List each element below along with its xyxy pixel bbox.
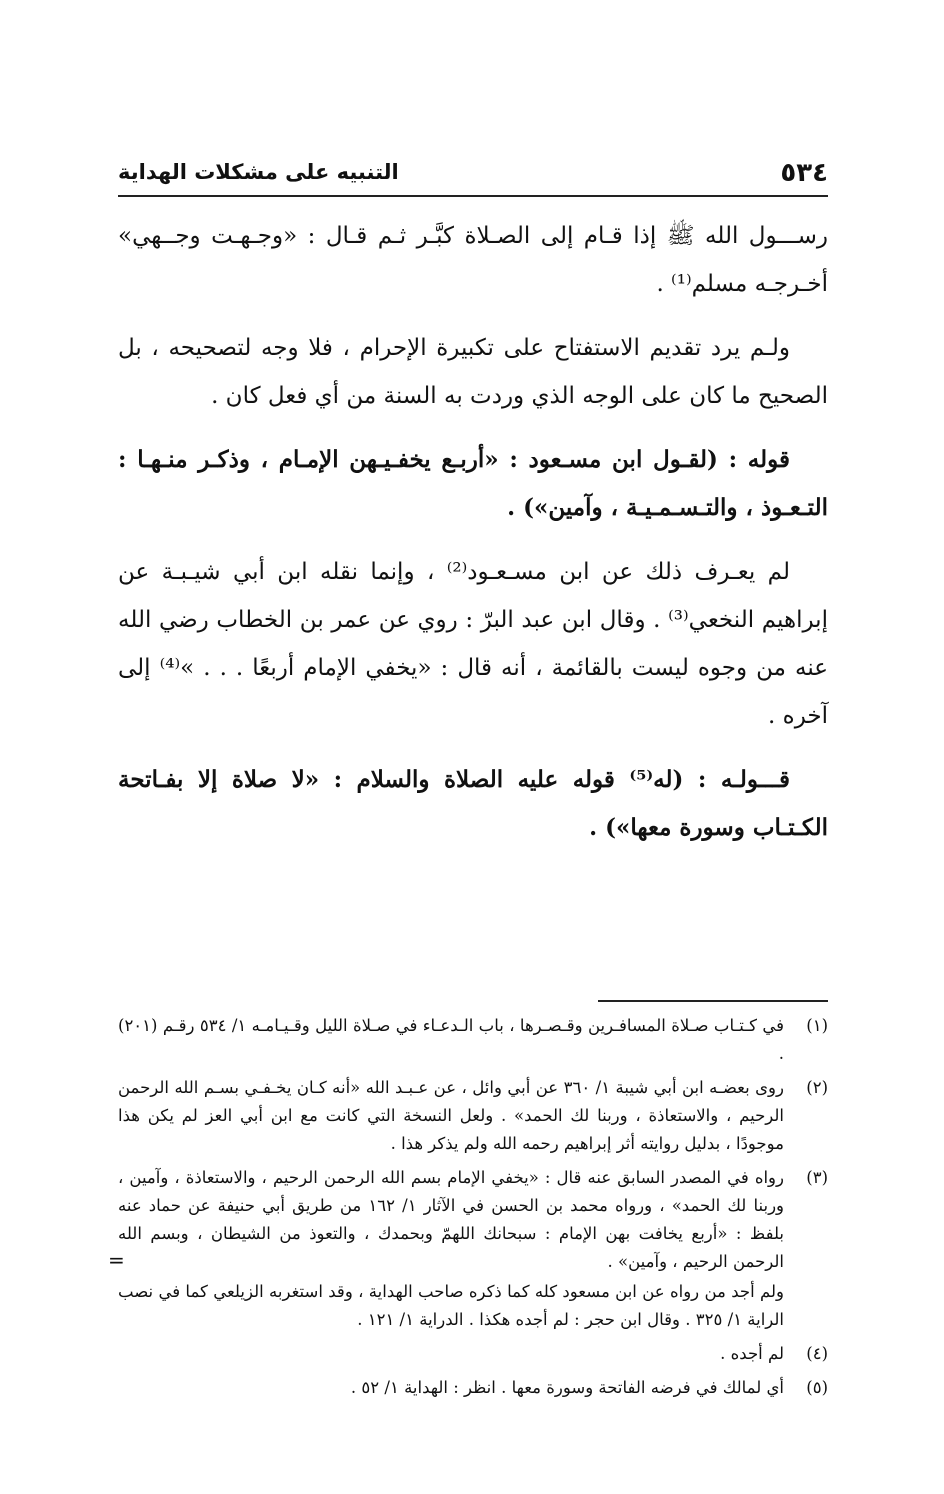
footnote-number: (٤) xyxy=(806,1344,828,1363)
footnote-5 xyxy=(118,1374,828,1402)
footnote-divider xyxy=(598,1000,828,1002)
paragraph-1: رســـول الله ﷺ إذا قـام إلى الصـلاة كبَّـر ثـم قـال : «وجـهـت وجــهي» أخـرجـه مسلم⁽¹⁾ . xyxy=(118,223,828,297)
footnote-text: لم أجده . xyxy=(720,1344,784,1363)
paragraph-4: لم يعـرف ذلك عن ابن مسـعـود⁽²⁾ ، وإنما نقله ابن أبي شيـبـة عن إبراهيم النخعي⁽³⁾ . وقال ابن عبد البرّ : روي عن عمر بن الخطاب رضي الله عنه من وجوه ليست بالقائمة ، أنه قال : «يخفي الإمام أربعًا . . . »⁽⁴⁾ إلى آخره . xyxy=(118,559,829,729)
page-header xyxy=(118,150,828,190)
footnote-4 xyxy=(118,1340,828,1368)
paragraph-3-quote: قوله : (لقـول ابن مسـعود : «أربـع يخفـيـهن الإمـام ، وذكـر منـهـا : التـعـوذ ، والتـسـمـيـة ، وآمين») . xyxy=(118,446,828,521)
paragraph-5-quote: قـــولـه : (له⁽⁵⁾ قوله عليه الصلاة والسلام : «لا صلاة إلا بفـاتحة الكـتـاب وسورة معها») . xyxy=(118,766,828,841)
header-divider xyxy=(118,195,828,197)
footnote-text: روى بعضـه ابن أبي شيبة ١/ ٣٦٠ عن أبي وائل ، عن عـبـد الله «أنه كـان يخـفـي بسـم الله الرحمن الرحيم ، والاستعاذة ، وربنا لك الحمد» . ولعل النسخة التي كانت مع ابن أبي العز لم يكن هذا موجودًا ، بدليل روايته أثر إبراهيم رحمه الله ولم يذكر هذا . xyxy=(118,1078,784,1153)
footnote-text: أي لمالك في فرضه الفاتحة وسورة معها . انظر : الهداية ١/ ٥٢ . xyxy=(350,1378,784,1397)
page-number: ٥٣٤ xyxy=(780,158,828,188)
paragraph-2: ولـم يرد تقديم الاستفتاح على تكبيرة الإحرام ، فلا وجه لتصحيحه ، بل الصحيح ما كان على الوجه الذي وردت به السنة من أي فعل كان . xyxy=(118,335,828,409)
footnote-number: (٥) xyxy=(806,1378,828,1397)
continued-mark: = xyxy=(108,1248,125,1272)
footnote-number: (٢) xyxy=(806,1078,828,1097)
footnote-text: في كـتـاب صـلاة المسافـرين وقـصـرها ، باب الـدعـاء في صـلاة الليل وقـيـامـه ١/ ٥٣٤ رقـم (٢٠١) . xyxy=(118,1016,784,1063)
footnote-text-continued: ولم أجد من رواه عن ابن مسعود كله كما ذكره صاحب الهداية ، وقد استغربه الزيلعي كما في نصب الراية ١/ ٣٢٥ . وقال ابن حجر : لم أجده هكذا . الدراية ١/ ١٢١ . xyxy=(118,1282,784,1329)
footnote-number: (١) xyxy=(806,1016,828,1035)
footnote-1 xyxy=(118,1012,828,1068)
footnote-3 xyxy=(118,1164,828,1334)
running-title: التنبيه على مشكلات الهداية xyxy=(118,160,399,184)
footnote-text: رواه في المصدر السابق عنه قال : «يخفي الإمام بسم الله الرحمن الرحيم ، والاستعاذة ، وآمين ، وربنا لك الحمد» ، ورواه محمد بن الحسن في الآثار ١/ ١٦٢ من طريق أبي حنيفة عن حماد عنه بلفظ : «أربع يخافت بهن الإمام : سبحانك اللهمّ وبحمدك ، والتعوذ من الشيطان ، وبسم الله الرحمن الرحيم ، وآمين» . xyxy=(118,1168,785,1271)
footnote-number: (٣) xyxy=(806,1168,828,1187)
footnotes xyxy=(118,1012,828,1408)
main-text xyxy=(118,212,828,868)
footnote-2 xyxy=(118,1074,828,1158)
